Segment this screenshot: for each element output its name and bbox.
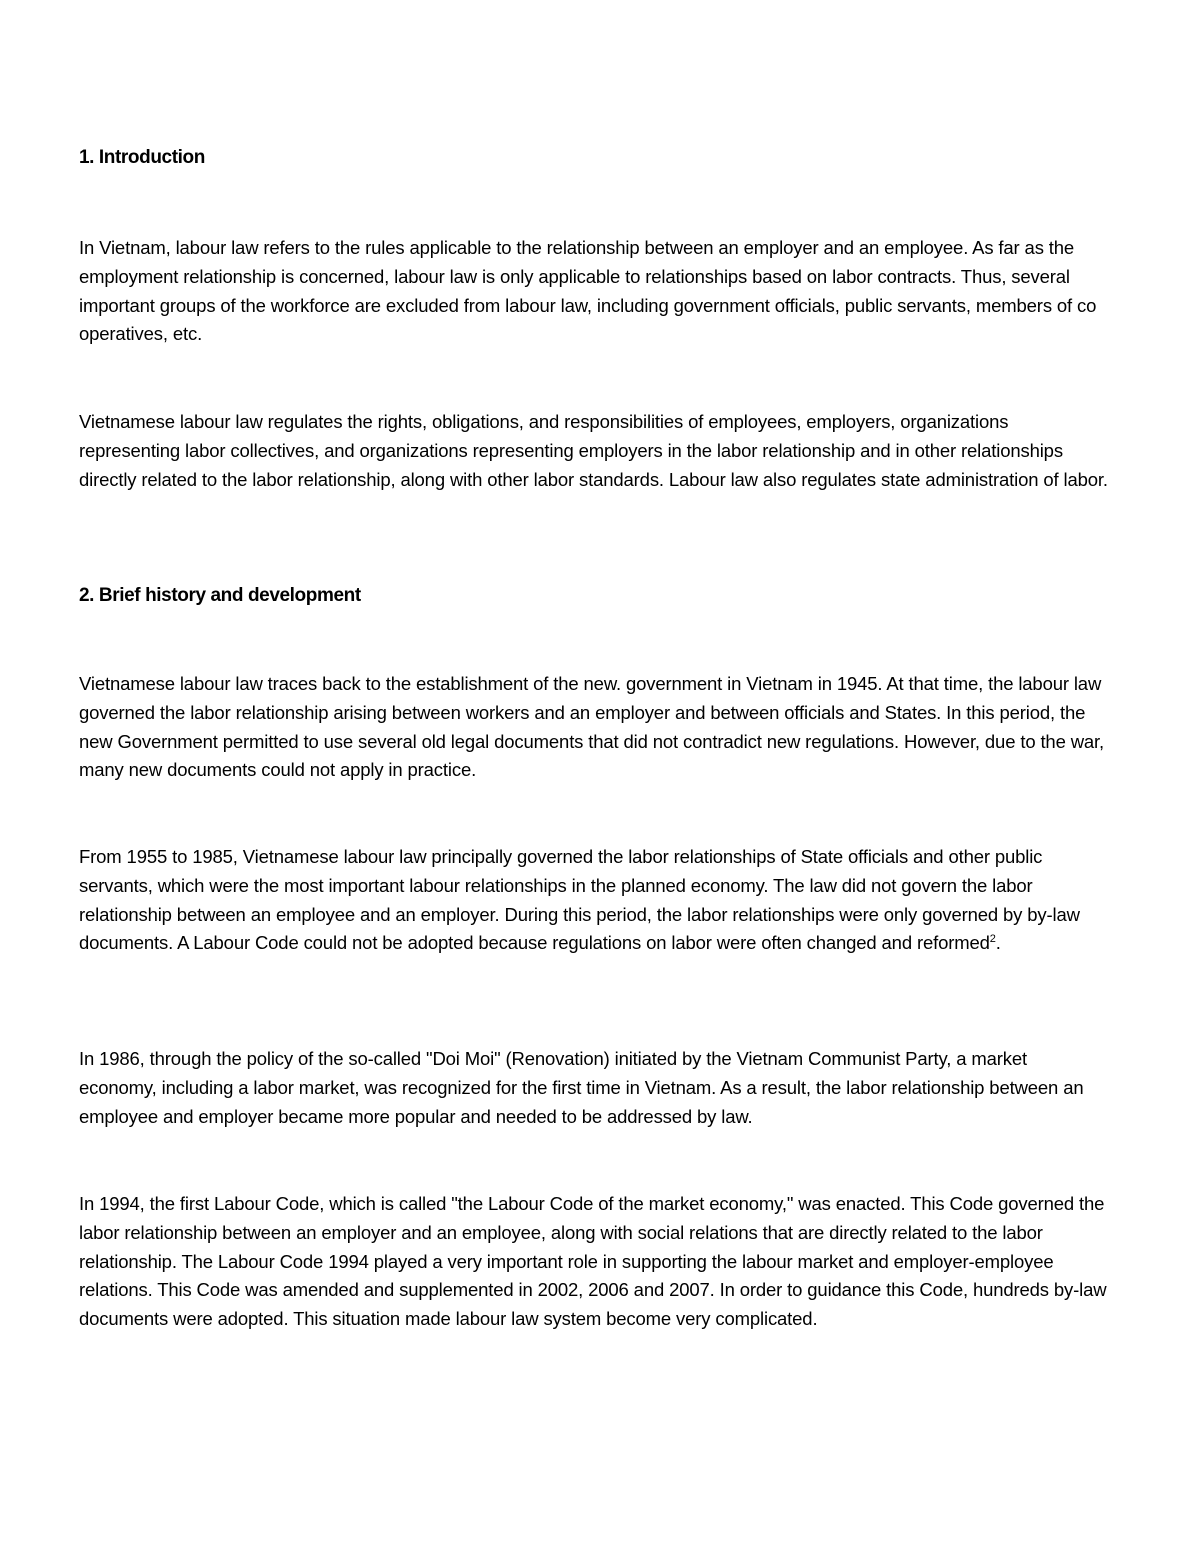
paragraph-end-period: . <box>995 932 1001 954</box>
paragraph-history-doi-moi: In 1986, through the policy of the so-called "Doi Moi" (Renovation) initiated by the Vietnam Communist Party, a market economy, including a labor market, was recognized for the first time in Vietnam. As a result, the labor relationship between an employee and employer became more popular and needed to be addressed by law. <box>79 1048 1084 1127</box>
paragraph-intro-scope: Vietnamese labour law regulates the rights, obligations, and responsibilities of employees, employers, organizations representing labor collectives, and organizations representing employers in the labor relationship and in other relationships directly related to the labor relationship, along with other labor standards. Labour law also regulates state administration of labor. <box>79 411 1108 490</box>
section-heading-introduction: 1. Introduction <box>79 147 205 168</box>
section-heading-history: 2. Brief history and development <box>79 585 361 606</box>
paragraph-history-labour-code-1994: In 1994, the first Labour Code, which is called "the Labour Code of the market economy," was enacted. This Code governed the labor relationship between an employer and an employee, along with social relations that are directly related to the labor relationship. The Labour Code 1994 played a very important role in supporting the labour market and employer-employee relations. This Code was amended and supplemented in 2002, 2006 and 2007. In order to guidance this Code, hundreds by-law documents were adopted. This situation made labour law system become very complicated. <box>79 1193 1107 1330</box>
paragraph-history-1955-1985 <box>79 843 1109 958</box>
footnote-reference[interactable]: 2 <box>989 933 996 946</box>
paragraph-intro-definition: In Vietnam, labour law refers to the rules applicable to the relationship between an employer and an employee. As far as the employment relationship is concerned, labour law is only applicable to relationships based on labor contracts. Thus, several important groups of the workforce are excluded from labour law, including government officials, public servants, members of co operatives, etc. <box>79 237 1097 345</box>
paragraph-history-1945: Vietnamese labour law traces back to the establishment of the new. government in Vietnam in 1945. At that time, the labour law governed the labor relationship arising between workers and an employer and between officials and States. In this period, the new Government permitted to use several old legal documents that did not contradict new regulations. However, due to the war, many new documents could not apply in practice. <box>79 673 1105 781</box>
paragraph-history-1955-1985-text: From 1955 to 1985, Vietnamese labour law principally governed the labor relationships of State officials and other public servants, which were the most important labour relationships in the planned economy. The law did not govern the labor relationship between an employee and an employer. During this period, the labor relationships were only governed by by-law documents. A Labour Code could not be adopted because regulations on labor were often changed and reformed <box>79 846 1080 954</box>
